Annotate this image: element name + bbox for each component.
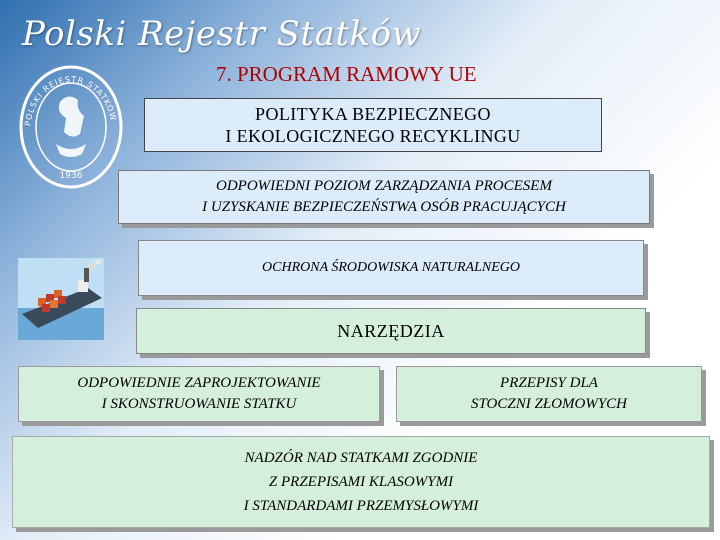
supervision-box — [12, 436, 710, 528]
environment-box — [138, 240, 644, 296]
management-box — [118, 170, 650, 224]
regulations-line-2: STOCZNI ZŁOMOWYCH — [470, 396, 628, 412]
tools-box — [136, 308, 646, 354]
cargo-ship-icon — [18, 258, 104, 340]
brand-logo-text: Polski Rejestr Statków — [22, 14, 422, 54]
policy-line-2: I EKOLOGICZNEGO RECYKLINGU — [225, 126, 521, 146]
tools-label: NARZĘDZIA — [337, 320, 445, 341]
regulations-box — [396, 366, 702, 422]
regulations-line-1: PRZEPISY DLA — [500, 375, 598, 391]
supervision-line-2: Z PRZEPISAMI KLASOWYMI — [268, 474, 454, 490]
seal-text: POLSKI REJESTR STATKÓW — [23, 74, 119, 127]
policy-line-1: POLITYKA BEZPIECZNEGO — [255, 104, 491, 124]
environment-label: OCHRONA ŚRODOWISKA NATURALNEGO — [262, 260, 520, 275]
design-line-1: ODPOWIEDNIE ZAPROJEKTOWANIE — [77, 375, 321, 391]
supervision-line-1: NADZÓR NAD STATKAMI ZGODNIE — [244, 450, 478, 466]
seal-year: 1936 — [59, 171, 83, 181]
policy-box — [144, 98, 602, 152]
page-title: 7. PROGRAM RAMOWY UE — [216, 62, 477, 86]
seal-emblem-icon — [16, 62, 126, 192]
management-line-1: ODPOWIEDNI POZIOM ZARZĄDZANIA PROCESEM — [216, 178, 552, 194]
management-line-2: I UZYSKANIE BEZPIECZEŃSTWA OSÓB PRACUJĄCYCH — [202, 199, 566, 215]
supervision-line-3: I STANDARDAMI PRZEMYSŁOWYMI — [243, 498, 479, 514]
design-box — [18, 366, 380, 422]
design-line-2: I SKONSTRUOWANIE STATKU — [101, 396, 297, 412]
